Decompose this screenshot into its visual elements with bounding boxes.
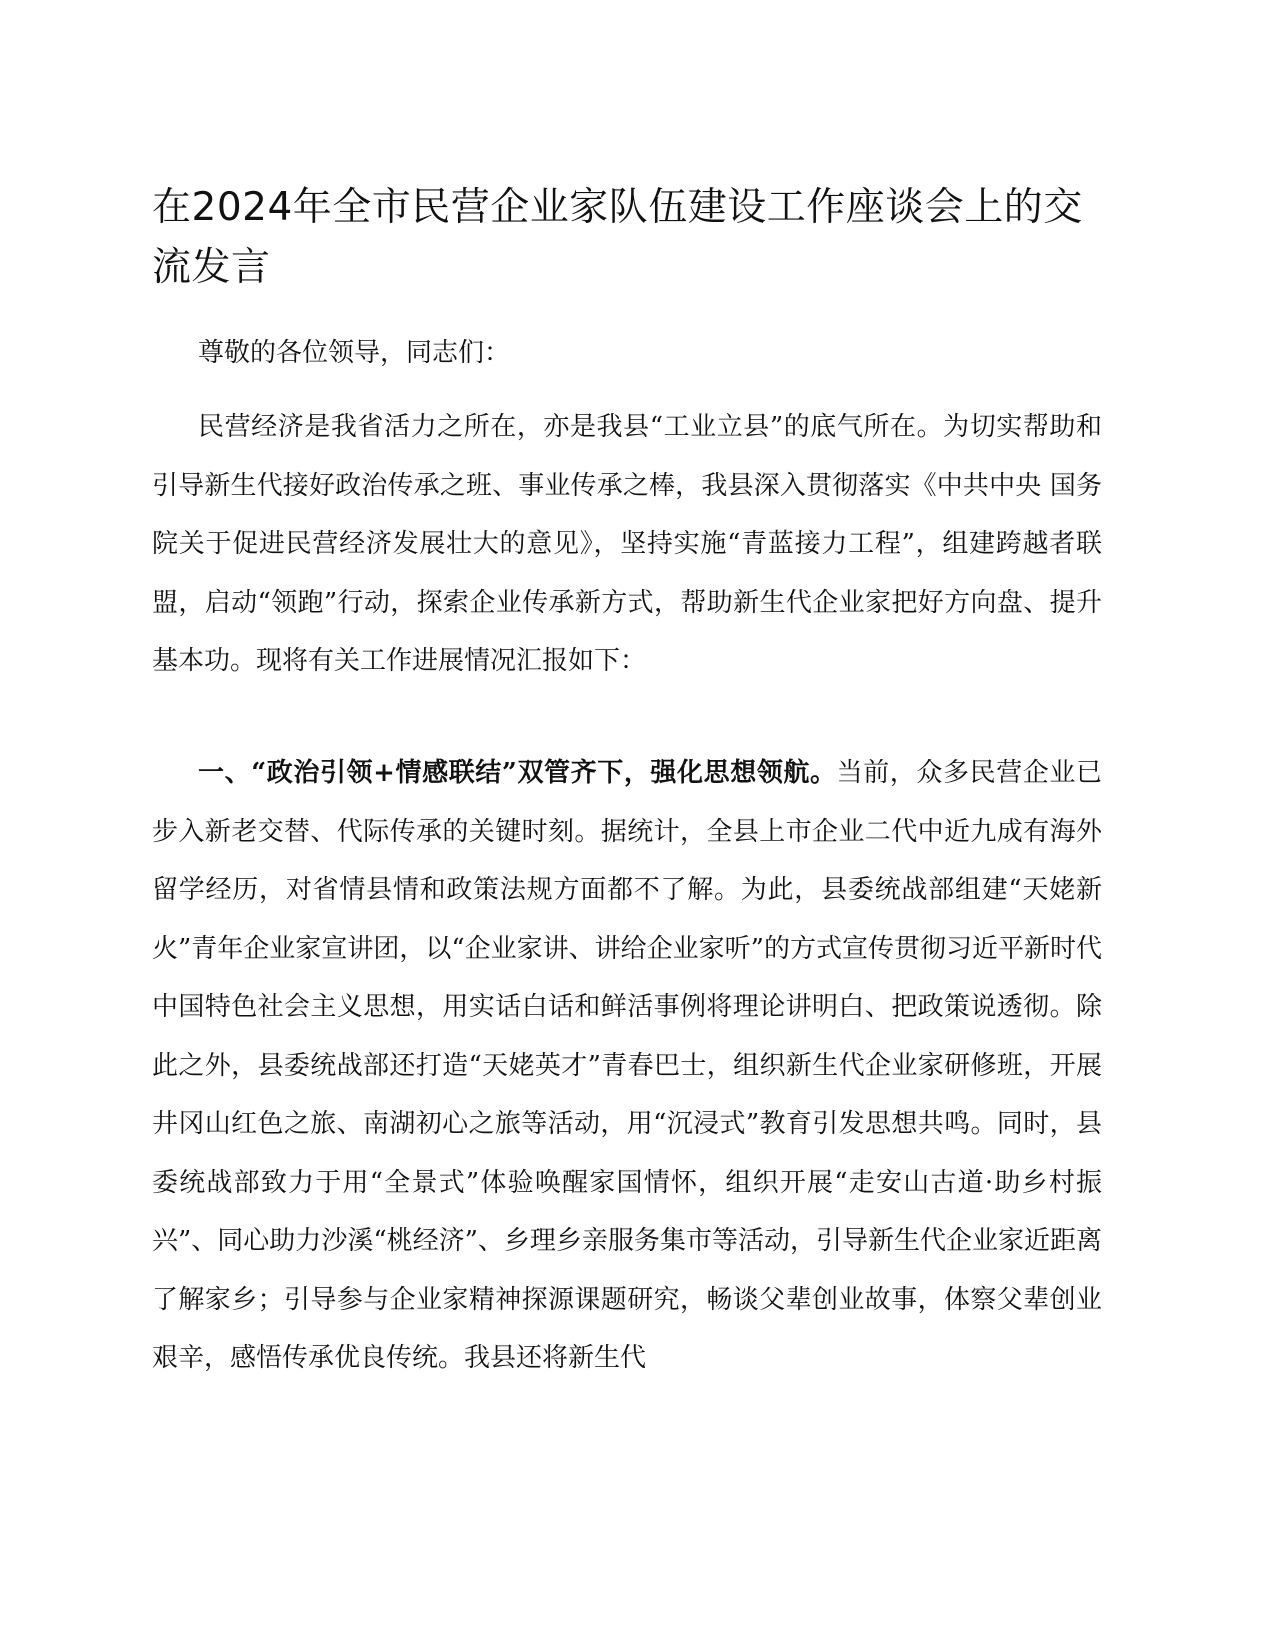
- paragraph-section-1: [152, 744, 1102, 1388]
- document-title: 在2024年全市民营企业家队伍建设工作座谈会上的交流发言: [152, 185, 1083, 290]
- paragraph-text: 当前，众多民营企业已步入新老交替、代际传承的关键时刻。据统计，全县上市企业二代中近九成有海外留学经历，对省情县情和政策法规方面都不了解。为此，县委统战部组建“天姥新火”青年企业家宣讲团，以“企业家讲、讲给企业家听”的方式宣传贯彻习近平新时代中国特色社会主义思想，用实话白话和鲜活事例将理论讲明白、把政策说透彻。除此之外，县委统战部还打造“天姥英才”青春巴士，组织新生代企业家研修班，开展井冈山红色之旅、南湖初心之旅等活动，用“沉浸式”教育引发思想共鸣。同时，县委统战部致力于用“全景式”体验唤醒家国情怀，组织开展“走安山古道·助乡村振兴”、同心助力沙溪“桃经济”、乡理乡亲服务集市等活动，引导新生代企业家近距离了解家乡；引导参与企业家精神探源课题研究，畅谈父辈创业故事，体察父辈创业艰辛，感悟传承优良传统。我县还将新生代: [152, 758, 1102, 1373]
- paragraph-intro: [152, 398, 1102, 691]
- paragraph-text: 民营经济是我省活力之所在，亦是我县“工业立县”的底气所在。为切实帮助和引导新生代接好政治传承之班、事业传承之棒，我县深入贯彻落实《中共中央 国务院关于促进民营经济发展壮大的意见》，坚持实施“青蓝接力工程”，组建跨越者联盟，启动“领跑”行动，探索企业传承新方式，帮助新生代企业家把好方向盘、提升基本功。现将有关工作进展情况汇报如下：: [152, 412, 1102, 676]
- salutation: 尊敬的各位领导，同志们：: [198, 338, 511, 368]
- section-heading: 一、“政治引领+情感联结”双管齐下，强化思想领航。: [198, 758, 837, 788]
